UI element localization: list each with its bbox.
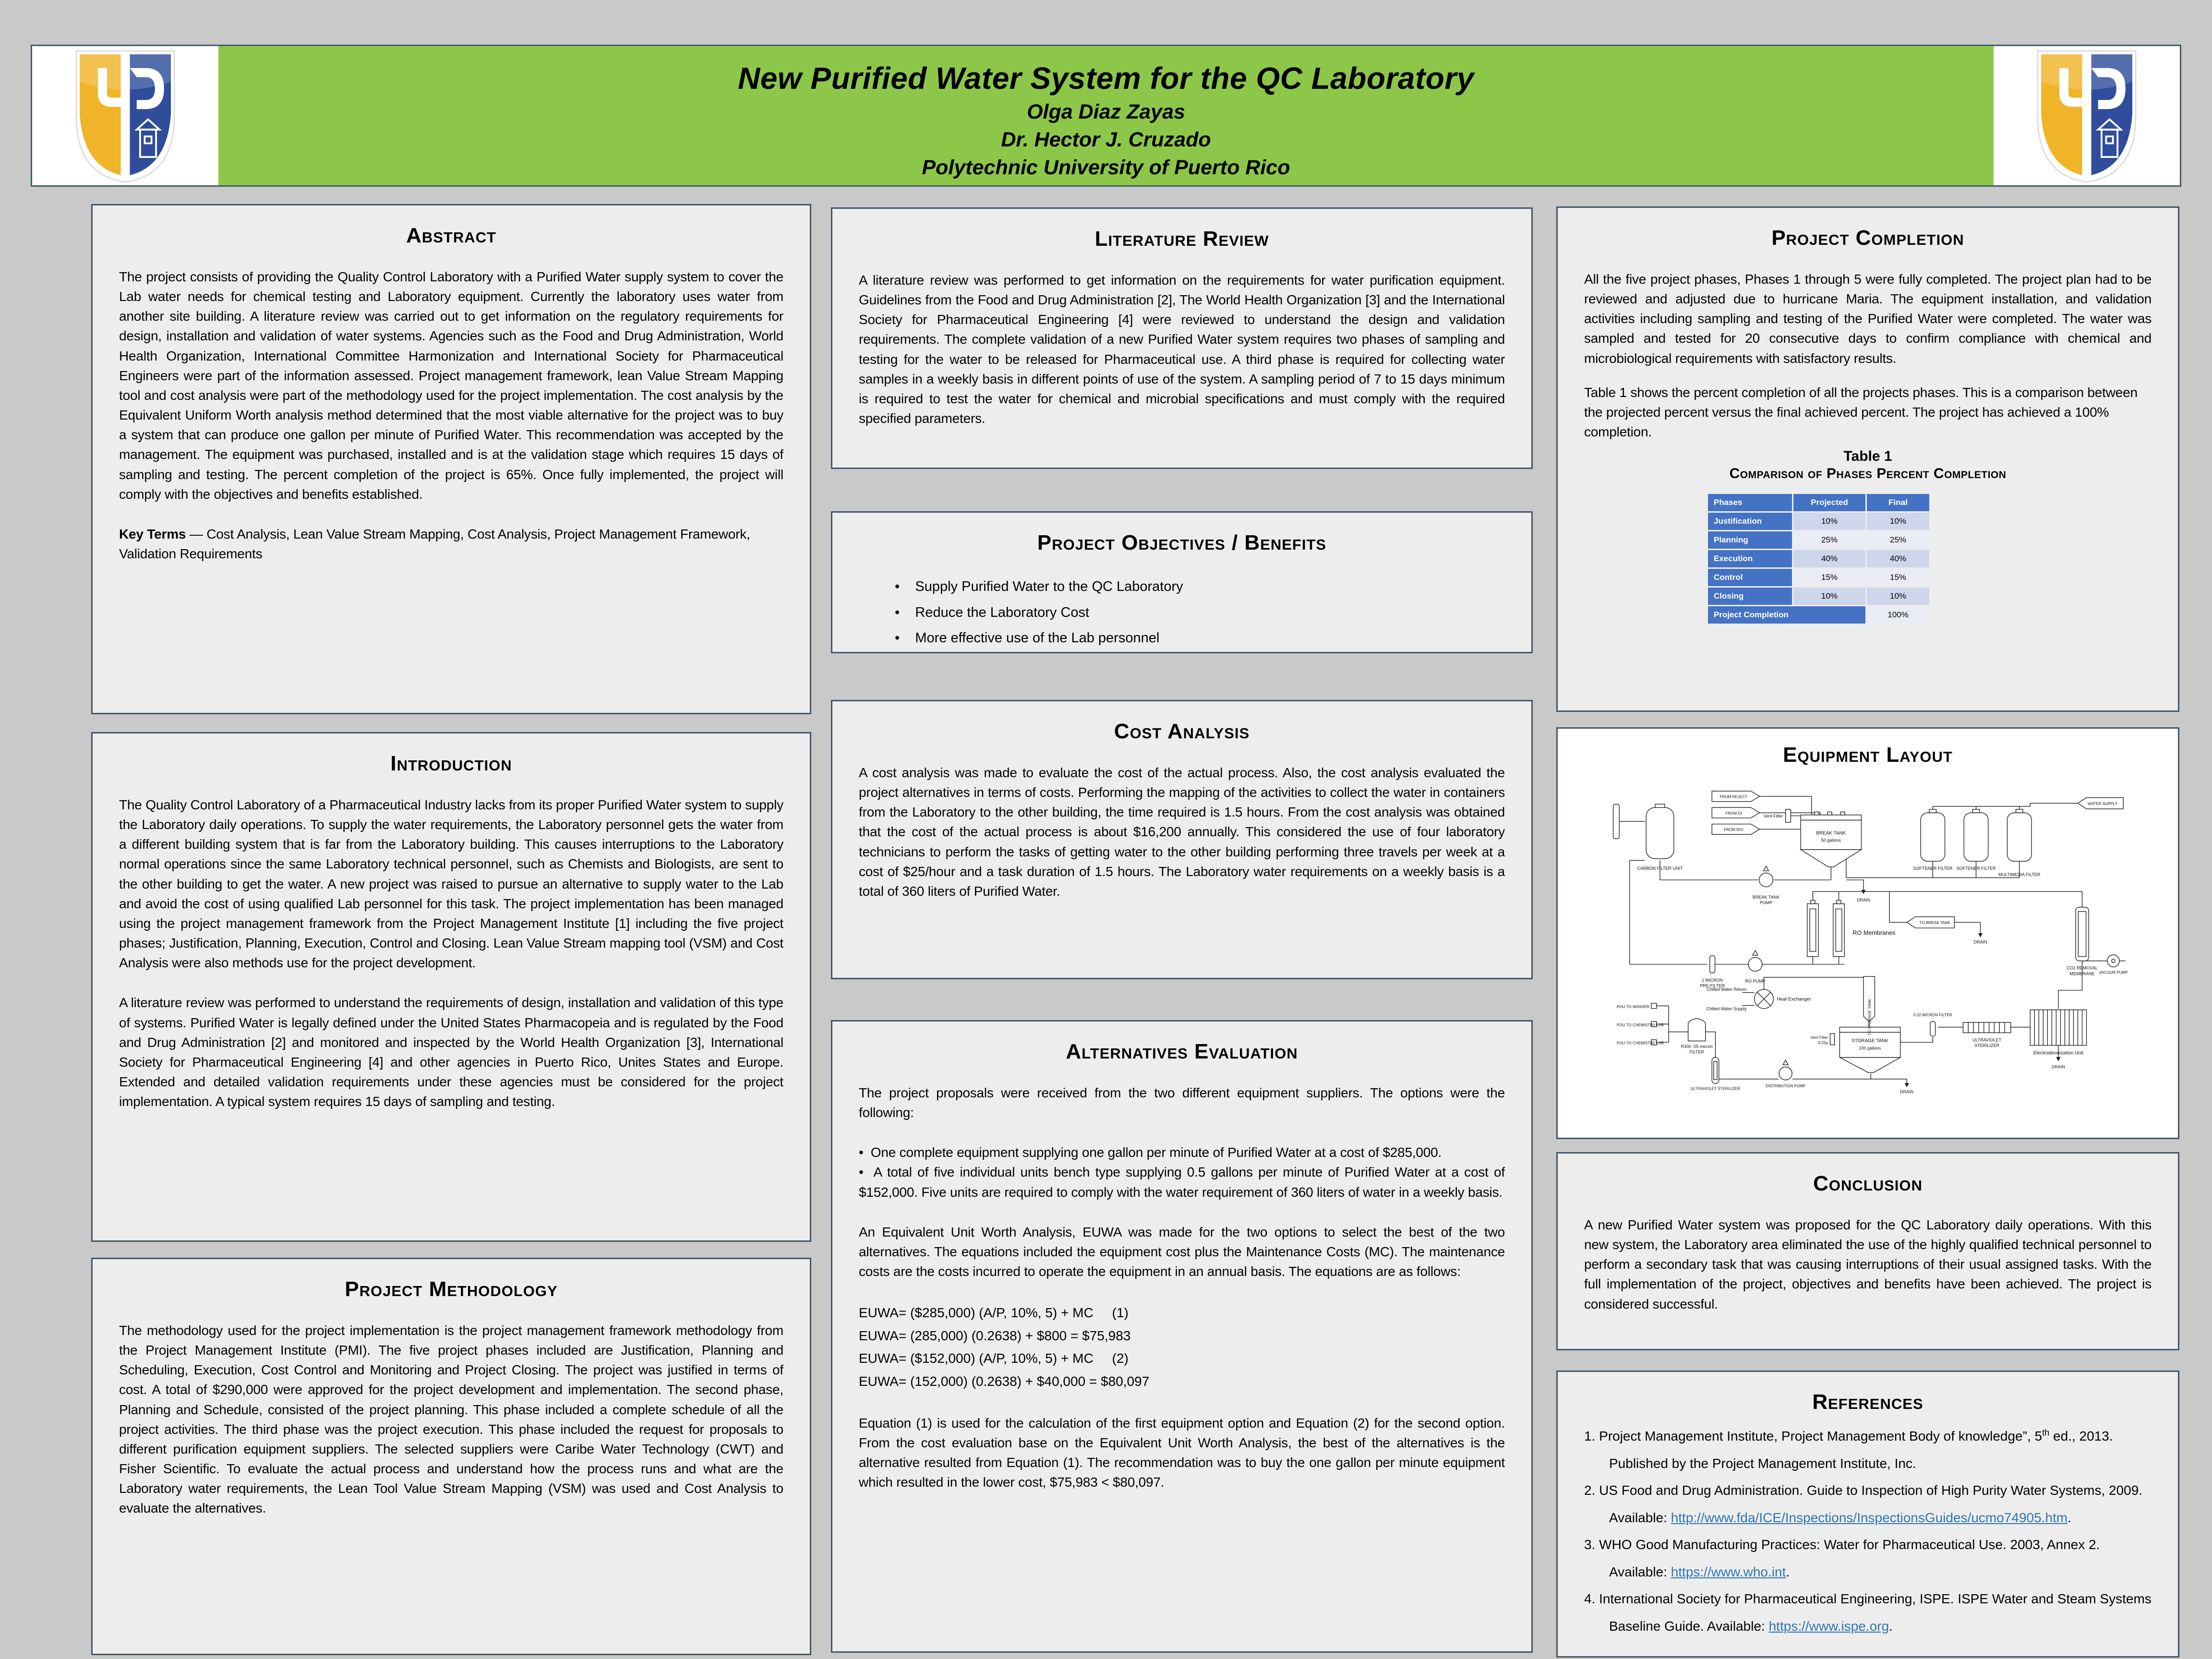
co2-membrane-label-2: MEMBRANE [2069, 971, 2095, 976]
uv-sterilizer-label: ULTRAVIOLET STERILIZER [1690, 1086, 1741, 1091]
from-reject-label: FROM REJECT [1719, 794, 1748, 799]
methodology-panel [91, 1258, 811, 1655]
distribution-pump-shape [1779, 1067, 1792, 1080]
projected-value: 40% [1793, 550, 1865, 567]
reference-text: . [1786, 1564, 1790, 1579]
reference-text: . [1889, 1618, 1893, 1634]
equipment-layout-panel [1556, 727, 2179, 1139]
table-header-final: Final [1867, 494, 1929, 511]
poster-author-1: Olga Diaz Zayas [1027, 100, 1185, 123]
micron-filter-label: 0.22 MICRON FILTER [1913, 1013, 1952, 1018]
vacuum-pump-label: VACUUM PUMP [2099, 970, 2128, 975]
methodology-heading: Project Methodology [345, 1277, 558, 1301]
references-heading: References [1812, 1390, 1923, 1414]
from-di-label: FROM DI [1725, 811, 1742, 816]
introduction-paragraph-1: The Quality Control Laboratory of a Pharmaceutical Industry lacks from its proper Purified Water system to supply the Laboratory daily operations. To supply the water requirements, the Laboratory personnel gets the water from a different building system that is far from the Laboratory building. This causes interruptions to the Laboratory normal operations since the same Laboratory technical personnel, such as Chemists and Biologists, are sent to the other building to get the water. A new project was raised to pursue an alternative to supply water to the Lab and avoid the cost of using qualified Lab personnel for this task. The project implementation has been managed using the project management framework from the Project Management Institute [1] including the five project phases; Justification, Planning, Execution, Control and Closing. Lean Value Stream mapping tool (VSM) and Cost Analysis were also methods use for the project development. [119, 797, 783, 971]
introduction-paragraph-2: A literature review was performed to understand the requirements of design, installation and validation of this type of systems. Purified Water is legally defined under the United States Pharmacopeia and is regulated by the Food and Drug Administration [2] and monitored and inspected by the World Health Organization [3], International Society for Pharmaceutical Engineering [4] and other agencies in Puerto Rico, Unites States and Europe. Extended and detailed validation requirements under these agencies must be considered for the project implementation. A typical system requires 15 days of sampling and testing. [119, 995, 783, 1109]
literature-review-panel [831, 207, 1533, 469]
university-shield-icon [65, 48, 185, 184]
equipment-diagram [1572, 774, 2164, 1096]
break-tank-funnel [1801, 850, 1861, 867]
euwa-equations [859, 1301, 1505, 1393]
keyterms-text: — Cost Analysis, Lean Value Stream Mapping, Cost Analysis, Project Management Framework, Validation Requirements [119, 526, 750, 562]
pou-valve [1651, 1003, 1657, 1009]
conclusion-panel [1556, 1152, 2179, 1350]
final-value: 10% [1867, 513, 1929, 530]
reference-item [1584, 1423, 2152, 1477]
methodology-body: The methodology used for the project implementation is the project management framework methodology from the Project Management Institute (PMI). The five project phases included are Justification, Planning and Scheduling, Execution, Cost Control and Monitoring and Project Closing. The project was justified in terms of cost. A total of $290,000 were approved for the project development and implementation. The second phase, Planning and Schedule, consisted of the project planning. This phase included a complete schedule of all the project activities. The third phase was the project execution. This phase included the request for proposals to different purification equipment suppliers. The selected suppliers were Caribe Water Technology (CWT) and Fisher Scientific. To evaluate the actual process and understand how the process runs and what are the Laboratory water requirements, the Lean Tool Value Stream Mapping (VSM) was used and Cost Analysis to evaluate the alternatives. [119, 1323, 783, 1516]
to-break-tank-label: TO BREAK TANK [1919, 920, 1950, 925]
water-supply-label: WATER SUPPLY [2087, 801, 2117, 806]
storage-tank-funnel [1839, 1058, 1900, 1073]
ro-pump-label: RO PUMP [1745, 978, 1766, 984]
to-storage-tank-label: TO STORAGE TANK [1867, 998, 1872, 1035]
reference-number: 1. [1584, 1429, 1596, 1443]
equation-1: EUWA= ($285,000) (A/P, 10%, 5) + MC (1) [859, 1305, 1129, 1321]
storage-tank-shape [1839, 1033, 1900, 1058]
equipment-layout-heading: Equipment Layout [1783, 743, 1953, 767]
storage-tank-label: STORAGE TANK [1851, 1038, 1888, 1044]
pre-filter-label: 1 MICRON [1702, 977, 1723, 983]
micron-filter-shape [1930, 1022, 1936, 1036]
edi-unit-label: Electrodeionization Unit [2033, 1050, 2083, 1056]
literature-review-body: A literature review was performed to get information on the requirements for water purification equipment. Guidelines from the Food and Drug Administration [2], The World Health Organization [3] and the International Society for Pharmaceutical Engineering [4] were reviewed to understand the design and validation requirements. The complete validation of a new Purified Water system requires two phases of sampling and testing for the water to be released for Pharmaceutical use. A third phase is required for collecting water samples in a weekly basis in different points of use of the system. A sampling period of 7 to 15 days minimum is required to test the water for chemical and microbial specifications and must comply with the required specified parameters. [859, 273, 1505, 426]
reference-text: US Food and Drug Administration. Guide to Inspection of High Purity Water Systems, 2009. Available: [1599, 1483, 2143, 1525]
softener-filter-label: SOFTENER FILTER [1956, 866, 1996, 871]
drain-label: DRAIN [1856, 898, 1871, 903]
break-tank-pump-label: BREAK TANK [1752, 894, 1780, 900]
reference-item [1584, 1586, 2152, 1640]
alternatives-closing: Equation (1) is used for the calculation of the first equipment option and Equation (2) for the second option. From the cost evaluation base on the Equivalent Unit Worth Analysis, the best of the alternatives is the alternative resulted from Equation (1). The recommendation was to buy the one gallon per minute equipment which resulted in the lower cost, $75,983 < $80,097. [859, 1415, 1505, 1490]
reference-text: Project Management Institute, Project Management Body of knowledge”, 5 [1599, 1429, 2043, 1443]
carbon-filter-label: CARBON FILTER UNIT [1637, 866, 1683, 871]
phase-name: Closing [1708, 588, 1792, 605]
abstract-keyterms [119, 524, 783, 564]
projected-value: 15% [1793, 569, 1865, 586]
table-title: Table 1 [1843, 448, 1892, 465]
pre-filter-label-2: PRE-FILTER [1700, 983, 1725, 988]
keyterms-label: Key Terms [119, 526, 186, 541]
university-logo-left [32, 46, 218, 185]
poster-title: New Purified Water System for the QC Laboratory [738, 61, 1474, 96]
uv-sterilizer-label-2: STERILIZER [1974, 1043, 2000, 1048]
table-subtitle: Comparison of Phases Percent Completion [1729, 466, 2007, 482]
break-tank-capacity: 50 gallons [1821, 838, 1841, 843]
reference-text: WHO Good Manufacturing Practices: Water for Pharmaceutical Use. 2003, Annex 2. Available: [1599, 1537, 2100, 1579]
projected-value: 10% [1793, 513, 1865, 530]
conclusion-heading: Conclusion [1813, 1172, 1923, 1195]
chilled-water-supply-label: Chilled Water Supply [1706, 1006, 1747, 1011]
phase-name: Control [1708, 569, 1792, 586]
final-value: 100% [1867, 606, 1929, 624]
final-value: 25% [1867, 531, 1929, 549]
completion-panel [1556, 206, 2179, 712]
reference-number: 2. [1584, 1483, 1596, 1498]
abstract-panel [91, 204, 811, 714]
alternative-option: • A total of five individual units bench type supplying 0.5 gallons per minute of Purified Water at a cost of $152,000. Five units are required to comply with the water requirement of 360 liters of water in a weekly basis. [859, 1162, 1505, 1202]
equation-2: EUWA= ($152,000) (A/P, 10%, 5) + MC (2) [859, 1351, 1129, 1366]
reference-text: . [2068, 1510, 2071, 1525]
ro-pump-shape [1748, 957, 1762, 971]
table-completion-row [1708, 606, 1929, 624]
phase-name: Planning [1708, 531, 1792, 549]
pou-lab-label: POU TO CHEMISTRY LAB [1616, 1022, 1664, 1027]
objectives-list [859, 574, 1505, 651]
poster-header [31, 45, 2181, 187]
header-title-block [218, 46, 1994, 185]
table-header-row [1708, 494, 1929, 511]
drain-label: DRAIN [1900, 1089, 1914, 1094]
projected-value: 10% [1793, 588, 1865, 605]
inlet-filter-shape [1613, 804, 1620, 839]
cost-analysis-body: A cost analysis was made to evaluate the cost of the actual process. Also, the cost analysis evaluated the project alternatives in terms of costs. Performing the mapping of the activities to collect the water in containers from the Laboratory to the other building, the time required is 1.5 hours. From the cost analysis was obtained that the cost of the actual process is about $16,200 annually. This considered the use of four laboratory technicians to perform the tasks of getting water to the other building performing three travels per week at a cost of $25/hour and a task duration of 1.5 hours. The Laboratory water requirements on a weekly basis is a total of 360 liters of Purified Water. [859, 765, 1505, 899]
university-logo-right [1994, 46, 2180, 185]
reference-text: International Society for Pharmaceutical Engineering, ISPE. ISPE Water and Steam Systems Baseline Guide. Available: [1599, 1591, 2152, 1634]
table-row [1708, 550, 1929, 567]
alternatives-heading: Alternatives Evaluation [1066, 1040, 1298, 1063]
break-tank-label: BREAK TANK [1816, 830, 1846, 836]
from-ro-label: FROM R/O [1724, 828, 1743, 832]
reference-link[interactable]: https://www.ispe.org [1768, 1618, 1889, 1634]
poster-affiliation: Polytechnic University of Puerto Rico [922, 156, 1290, 179]
references-panel [1556, 1370, 2179, 1658]
drain-label: DRAIN [1973, 939, 1987, 945]
table-header-projected: Projected [1793, 494, 1865, 511]
vent-filter-size-label: 0.22μ [1818, 1040, 1828, 1045]
introduction-heading: Introduction [390, 752, 512, 775]
break-tank-lid [1801, 815, 1861, 820]
carbon-filter-shape [1646, 807, 1674, 858]
multimedia-filter-shape [2007, 813, 2032, 861]
reference-number: 4. [1584, 1591, 1596, 1607]
softener-filter-shape [1964, 813, 1988, 861]
ro-membranes-label: RO Membranes [1852, 929, 1896, 937]
table-header-phases: Phases [1708, 494, 1792, 511]
uv-sterilizer-shape [1963, 1022, 2010, 1033]
phase-name: Project Completion [1708, 606, 1865, 624]
conclusion-body: A new Purified Water system was proposed for the QC Laboratory daily operations. With this new system, the Laboratory area eliminated the use of the highly qualified technical personnel to perform a secondary task that was causing interruptions of their usual assigned tasks. With the full implementation of the project, objectives and benefits have been achieved. The project is considered successful. [1584, 1217, 2152, 1311]
objective-item: • More effective use of the Lab personnel [895, 625, 1505, 651]
alternative-option: • One complete equipment supplying one gallon per minute of Purified Water at a cost of $285,000. [859, 1142, 1505, 1162]
reference-text: ed., 2013. Published by the Project Management Institute, Inc. [1609, 1429, 2113, 1471]
abstract-body: The project consists of providing the Quality Control Laboratory with a Purified Water supply system to cover the Lab water needs for chemical testing and Laboratory equipment. Currently the laboratory uses water from another site building. A literature review was carried out to get information on the regulatory requirements for design, installation and validation of water systems. Agencies such as the Food and Drug Administration, World Health Organization, International Committee Harmonization and International Society for Pharmaceutical Engineers were part of the information assessed. Project management framework, lean Value Stream Mapping tool and cost analysis were part of the methodology used for the project implementation. The cost analysis by the Equivalent Uniform Worth analysis method determined that the most viable alternative for the project was to buy a system that can produce one gallon per minute of Purified Water. This recommendation was accepted by the management. The equipment was purchased, installed and is at the validation stage which requires 15 days of sampling and testing. The percent completion of the project is 65%. Once fully implemented, the project will comply with the objectives and benefits established. [119, 269, 783, 502]
final-value: 40% [1867, 550, 1929, 567]
reference-number: 3. [1584, 1537, 1596, 1552]
vent-filter-label: Vent Filter [1810, 1035, 1828, 1040]
r300-filter-label: R300 .05 micron [1681, 1044, 1713, 1049]
vent-filter-shape [1786, 809, 1791, 822]
table-row [1708, 531, 1929, 549]
university-shield-icon [2027, 48, 2147, 184]
cost-analysis-heading: Cost Analysis [1114, 720, 1250, 743]
reference-item [1584, 1477, 2152, 1531]
final-value: 15% [1867, 569, 1929, 586]
completion-heading: Project Completion [1771, 226, 1964, 250]
storage-tank-capacity: 100 gallons [1859, 1046, 1881, 1051]
poster-author-2: Dr. Hector J. Cruzado [1001, 128, 1211, 151]
phase-name: Execution [1708, 550, 1792, 567]
reference-superscript: th [2042, 1428, 2050, 1438]
vent-filter-shape [1830, 1034, 1835, 1045]
objectives-heading: Project Objectives / Benefits [1037, 531, 1327, 554]
r300-filter-label-2: FILTER [1689, 1049, 1704, 1055]
r300-filter-shape [1688, 1019, 1706, 1041]
break-tank-pump-shape [1759, 873, 1773, 887]
literature-review-heading: Literature Review [1094, 227, 1269, 251]
table-row [1708, 569, 1929, 586]
break-tank-pump-label-2: PUMP [1759, 900, 1773, 905]
vent-filter-label: Vent Filter [1763, 814, 1783, 819]
softener-filter-shape [1921, 813, 1945, 861]
completion-paragraph-2: Table 1 shows the percent completion of all the projects phases. This is a comparison between the projected percent versus the final achieved percent. The project has achieved a 100% completion. [1584, 385, 2138, 440]
introduction-panel [91, 732, 811, 1242]
projected-value: 25% [1793, 531, 1865, 549]
alternatives-panel [831, 1020, 1533, 1653]
table-row [1708, 588, 1929, 605]
equipment-labels [1617, 795, 2128, 1094]
uv-sterilizer-label: ULTRAVIOLET [1972, 1037, 2002, 1043]
softener-filter-label: SOFTENER FILTER [1913, 866, 1953, 871]
objective-item: • Reduce the Laboratory Cost [895, 600, 1505, 626]
objective-item: • Supply Purified Water to the QC Laboratory [895, 574, 1505, 600]
abstract-heading: Abstract [406, 224, 496, 247]
heat-exchanger-label: Heat Exchanger [1777, 997, 1811, 1002]
co2-membrane-label: CO2 REMOVAL [2067, 965, 2098, 971]
reference-item [1584, 1531, 2152, 1586]
phase-name: Justification [1708, 513, 1792, 530]
reference-link[interactable]: http://www.fda/ICE/Inspections/InspectionsGuides/ucmo74905.htm [1671, 1510, 2068, 1525]
pou-lab-label: POU TO CHEMISTRY LAB [1616, 1041, 1664, 1046]
cost-analysis-panel [831, 700, 1533, 979]
reference-link[interactable]: https://www.who.int [1671, 1564, 1786, 1579]
distribution-pump-label: DISTRIBUTION PUMP [1766, 1084, 1806, 1089]
pre-filter-shape [1710, 956, 1715, 973]
equation-2-result: EUWA= (152,000) (0.2638) + $40,000 = $80,097 [859, 1374, 1150, 1389]
final-value: 10% [1867, 588, 1929, 605]
alternatives-list [859, 1142, 1505, 1202]
equation-1-result: EUWA= (285,000) (0.2638) + $800 = $75,983 [859, 1328, 1131, 1343]
phase-completion-table [1707, 493, 1931, 625]
multimedia-filter-label: MULTIMEDIA FILTER [1998, 872, 2041, 877]
chilled-water-return-label: Chilled Water Return [1707, 986, 1747, 992]
euwa-paragraph: An Equivalent Unit Worth Analysis, EUWA was made for the two options to select the best of the two alternatives. The equations included the equipment cost plus the Maintenance Costs (MC). The maintenance costs are the costs incurred to operate the equipment in an annual basis. The equations are as follows: [859, 1224, 1505, 1279]
alternatives-intro: The project proposals were received from the two different equipment suppliers. The options were the following: [859, 1085, 1505, 1120]
table-row [1708, 513, 1929, 530]
objectives-panel [831, 511, 1533, 653]
pou-washer-label: POU TO WASHER [1616, 1004, 1650, 1009]
completion-paragraph-1: All the five project phases, Phases 1 through 5 were fully completed. The project plan had to be reviewed and adjusted due to hurricane Maria. The equipment installation, and validation activities including sampling and testing of the Purified Water were completed. The water was sampled and tested for 20 consecutive days to confirm compliance with chemical and microbiological requirements with satisfactory results. [1584, 272, 2152, 366]
drain-label: DRAIN [2051, 1064, 2065, 1070]
